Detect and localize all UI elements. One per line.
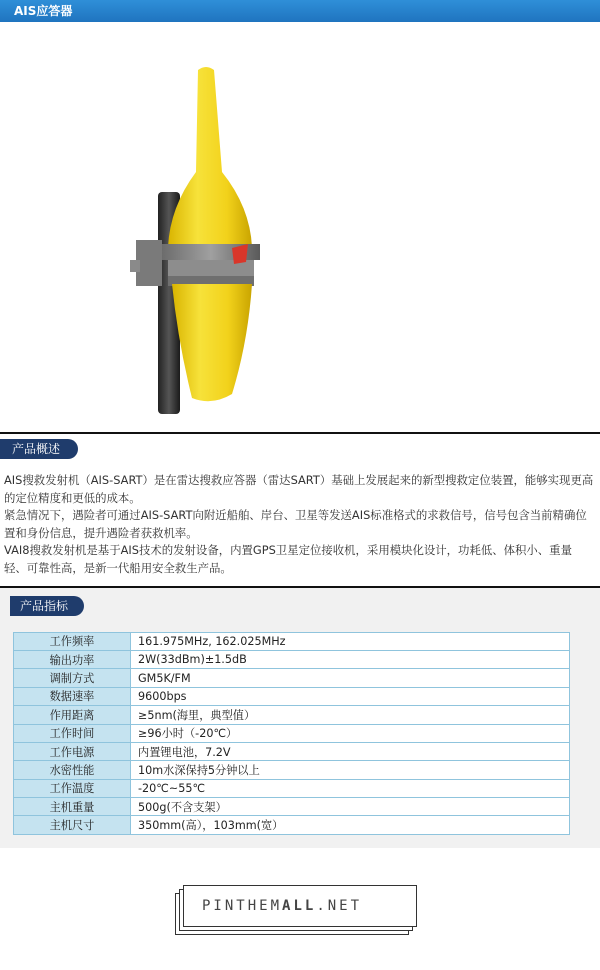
spec-value: 9600bps xyxy=(131,687,570,705)
spec-value: GM5K/FM xyxy=(131,669,570,687)
spec-label: 工作温度 xyxy=(14,779,131,797)
spec-label: 工作时间 xyxy=(14,724,131,742)
overview-header xyxy=(0,432,600,462)
spec-value: ≥96小时（-20℃） xyxy=(131,724,570,742)
spec-label: 调制方式 xyxy=(14,669,131,687)
table-row xyxy=(14,742,570,760)
spec-label: 作用距离 xyxy=(14,706,131,724)
watermark-text: PINTHEMALL.NET xyxy=(202,898,363,914)
spec-value: -20℃~55℃ xyxy=(131,779,570,797)
spec-label: 工作电源 xyxy=(14,742,131,760)
spec-value: 10m水深保持5分钟以上 xyxy=(131,761,570,779)
pinthemall-watermark xyxy=(175,885,425,935)
spec-label: 输出功率 xyxy=(14,650,131,668)
specs-table xyxy=(13,632,570,835)
specs-section xyxy=(0,588,600,848)
table-row xyxy=(14,650,570,668)
spec-value: 500g(不含支架） xyxy=(131,798,570,816)
antenna-body xyxy=(168,67,252,247)
product-image xyxy=(0,22,600,432)
spec-value: ≥5nm(海里，典型值） xyxy=(131,706,570,724)
overview-label: 产品概述 xyxy=(0,439,78,459)
spec-value: 内置锂电池，7.2V xyxy=(131,742,570,760)
page-header xyxy=(0,0,600,22)
spec-label: 数据速率 xyxy=(14,687,131,705)
spec-value: 350mm(高），103mm(宽） xyxy=(131,816,570,834)
specs-label: 产品指标 xyxy=(10,596,84,616)
overview-text xyxy=(0,462,600,588)
overview-paragraph: 紧急情况下，遇险者可通过AIS-SART向附近船舶、岸台、卫星等发送AIS标准格式的求救信号，信号包含当前精确位置和身份信息，提升遇险者获救机率。 xyxy=(4,508,587,540)
overview-paragraph: AIS搜救发射机（AIS-SART）是在雷达搜救应答器（雷达SART）基础上发展起来的新型搜救定位装置，能够实现更高的定位精度和更低的成本。 xyxy=(4,473,594,505)
table-row xyxy=(14,779,570,797)
spec-label: 主机重量 xyxy=(14,798,131,816)
lower-body xyxy=(172,284,252,401)
spec-value: 2W(33dBm)±1.5dB xyxy=(131,650,570,668)
table-row xyxy=(14,816,570,834)
table-row xyxy=(14,761,570,779)
table-row xyxy=(14,632,570,650)
spec-label: 水密性能 xyxy=(14,761,131,779)
overview-paragraph: VAI8搜救发射机是基于AIS技术的发射设备，内置GPS卫星定位接收机，采用模块化设计，功耗低、体积小、重量轻、可靠性高，是新一代船用安全救生产品。 xyxy=(4,543,572,575)
spec-value: 161.975MHz, 162.025MHz xyxy=(131,632,570,650)
table-row xyxy=(14,798,570,816)
table-row xyxy=(14,687,570,705)
page-title: AIS应答器 xyxy=(14,4,73,18)
table-row xyxy=(14,706,570,724)
table-row xyxy=(14,669,570,687)
table-row xyxy=(14,724,570,742)
ais-sart-device-illustration xyxy=(0,22,600,432)
spec-label: 主机尺寸 xyxy=(14,816,131,834)
spec-label: 工作频率 xyxy=(14,632,131,650)
